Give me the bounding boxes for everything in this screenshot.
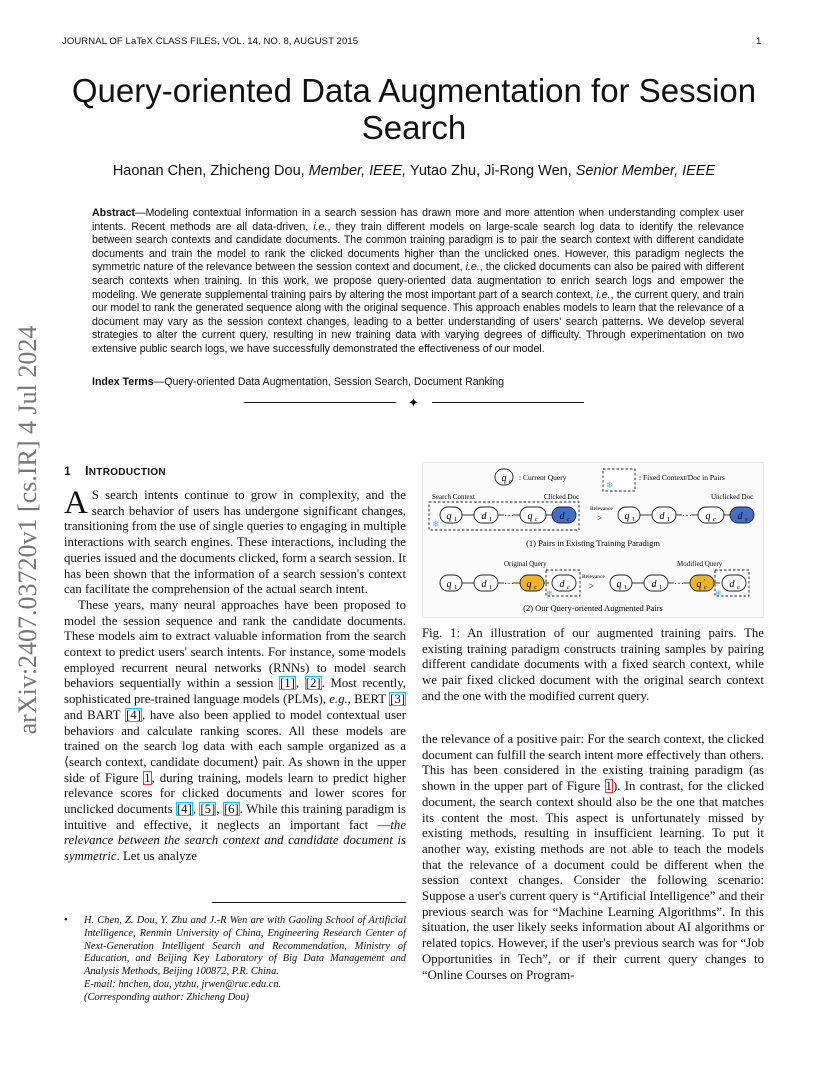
svg-text:1: 1 [632,516,636,523]
svg-text:d: d [481,511,487,522]
node-ds [730,507,754,523]
label-search-context: Search Context [432,493,475,501]
greater-than: > [597,513,603,523]
citation-link[interactable]: [3] [390,692,405,707]
svg-text:d: d [481,579,487,590]
citation-link[interactable]: [4] [176,802,192,817]
svg-text:s: s [745,516,748,523]
svg-text:c: c [737,584,740,591]
legend-current-query-label: : Current Query [519,473,567,482]
svg-text:1: 1 [489,516,493,523]
figure-link[interactable]: 1 [144,770,151,785]
svg-text:1: 1 [624,584,628,591]
footnote-bullet: • [64,915,68,926]
relevance-label: Relevance [582,574,605,580]
author-list: Haonan Chen, Zhicheng Dou, Member, IEEE, Yutao Zhu, Ji-Rong Wen, Senior Member, IEEE [112,163,716,179]
section-heading: 1 INTRODUCTION [64,464,166,478]
caption-row-1: (1) Pairs in Existing Training Paradigm [526,538,660,548]
node-qc [698,507,724,523]
svg-text:d: d [659,511,665,522]
figure-link[interactable]: 1 [605,779,612,794]
right-column-body [422,732,764,983]
node-d1 [474,507,498,523]
snowflake-icon: ❄ [432,519,440,529]
svg-text:q: q [705,511,711,522]
section-divider [244,396,584,410]
svg-text:q: q [526,579,532,590]
running-header: JOURNAL OF LaTeX CLASS FILES, VOL. 14, NO. 8, AUGUST 2015 [62,36,359,47]
node-d1 [652,507,676,523]
legend-fixed-label: : Fixed Context/Doc in Pairs [639,473,725,482]
svg-text:c: c [534,584,537,591]
svg-text:q: q [616,579,622,590]
svg-text:1: 1 [667,516,671,523]
node-dc [552,575,576,591]
paragraph: the relevance of a positive pair: For the search context, the clicked document can fulfill the search intent more effectively than others. This has been considered in the existing training paradigm (as shown in the upper part of Figure 1). In contrast, for the clicked document, the search context should also be the one that matches its content the most. This aspect is unfortunately missed by existing methods, resulting in insufficient learning. To put it another way, existing methods are not able to teach the models that the relevance of a document could be different when the session context changes. Consider the following scenario: Suppose a user's current query is “Artificial Intelligence” and their previous search was for “Machine Learning Algorithms”. In this situation, the user likely seeks information about AI algorithms or related topics. However, if the user's previous search was for “Job Opportunities in Tech”, or if their current query changes to “Online Courses on Program- [422,732,764,982]
node-q1 [610,575,632,591]
svg-text:c: c [567,584,570,591]
svg-text:c: c [704,584,707,591]
svg-text:c: c [713,516,716,523]
svg-text:1: 1 [454,584,458,591]
ellipsis: ··· [674,579,684,590]
label-modified-query: Modified Query [677,560,723,568]
caption-row-2: (2) Our Query-oriented Augmented Pairs [523,603,663,613]
citation-link[interactable]: [1] [280,676,295,691]
svg-text:q: q [446,511,452,522]
ellipsis: ··· [504,511,514,522]
node-qc [520,507,546,523]
snowflake-icon: ❄ [546,589,553,598]
svg-text:c: c [567,516,570,523]
node-q1 [618,507,640,523]
footnote: • H. Chen, Z. Dou, Y. Zhu and J.-R Wen are with Gaoling School of Artificial Intelligence, Renmin University of China, Engineering Research Center of Next-Generation Intelligent Search and Recommendation, Ministry of Education, and Beijing Key Laboratory of Big Data Management and Analysis Methods, Beijing 100872, P.R. China. E-mail: hnchen, dou, ytzhu, jrwen@ruc.edu.cn. (Corresponding author: Zhicheng Dou) [64,915,406,1003]
svg-text:q: q [696,579,702,590]
figure-caption: Fig. 1: An illustration of our augmented training pairs. The existing training paradigm constructs training samples by pairing different candidate documents with a fixed search context, while we pair fixed clicked document with the original search context and the one with the modified current query. [422,626,764,703]
node-q1 [440,575,462,591]
diamond-ornament-icon: ✦ [408,395,419,410]
index-terms: Index Terms—Query-oriented Data Augmentation, Session Search, Document Ranking [92,376,504,388]
node-q1 [440,507,462,523]
ellipsis: ··· [504,579,514,590]
citation-link[interactable]: [6] [223,802,239,817]
label-clicked-doc: Clicked Doc [544,493,580,501]
paragraph: These years, many neural approaches have been proposed to model the session sequence and rank the candidate documents. These models aim to extract valuable information from the search context to predict users' search intents. For instance, some models employed recurrent neural networks (RNNs) to model search behaviors sequentially within a session [1], [2]. Most recently, sophisticated pre-trained language models (PLMs), e.g., BERT [3] and BART [4], have also been applied to model contextual user behaviors and calculate ranking scores. All these models are trained on the search log data with each sample organized as a ⟨search context, candidate document⟩ pair. As shown in the upper side of Figure 1, during training, models learn to predict higher relevance scores for clicked documents and lower scores for unclicked documents [4], [5], [6]. While this training paradigm is intuitive and effective, it neglects an important fact —the relevance between the search context and candidate document is symmetric. Let us analyze [64,597,406,864]
ellipsis: ··· [682,511,692,522]
figure-1-diagram [422,462,764,618]
arxiv-stamp: arXiv:2407.03720v1 [cs.IR] 4 Jul 2024 [13,325,42,735]
node-d1 [644,575,668,591]
label-unclicked-doc: Unclicked Doc [711,493,754,501]
svg-text:d: d [559,511,565,522]
svg-text:d: d [651,579,657,590]
legend-qc-subscript: c [509,478,512,485]
abstract: Abstract—Modeling contextual information in a search session has drawn more and more attention when understanding complex user intents. Recent methods are all data-driven, i.e., they train different models on large-scale search log data to identify the relevance between search contexts and candidate documents. The common training paradigm is to pair the search context with different candidate documents and train the model to rank the clicked documents higher than the unclicked ones. However, this paradigm neglects the symmetric nature of the relevance between the session context and document, i.e., the clicked documents can also be paired with different search contexts when training. In this work, we propose query-oriented data augmentation to enrich search logs and empower the modeling. We generate supplemental training pairs by altering the most important part of a search context, i.e., the current query, and train our model to rank the generated sequence along with the original sequence. This approach enables models to learn that the relevance of a document may vary as the session context changes, leading to a better understanding of users' search patterns. We develop several strategies to alter the current query, resulting in new training data with varying degrees of difficulty. Through experimentation on two extensive public search logs, we have successfully demonstrated the effectiveness of our model. [92,207,744,355]
svg-text:1: 1 [454,516,458,523]
drop-cap: A [64,485,88,521]
snowflake-icon: ❄ [715,589,722,598]
relevance-label: Relevance [590,506,613,512]
label-original-query: Original Query [504,560,547,568]
paper-title: Query-oriented Data Augmentation for Session Search [71,72,757,146]
greater-than: > [589,581,595,591]
paragraph: A S search intents continue to grow in complexity, and the search behavior of users has undergone significant changes, transitioning from the use of single queries to engaging in multiple interactions with search engines. These interactions, including the queries issued and the documents clicked, form a search session. It has been shown that the information of a search session's context can facilitate the comprehension of the actual search intent. [64,485,406,597]
citation-link[interactable]: [4] [126,707,141,722]
svg-text:1: 1 [489,584,493,591]
left-column-body [64,485,406,865]
svg-text:c: c [535,516,538,523]
footnote-rule [212,902,406,903]
svg-text:d: d [737,511,743,522]
svg-text:1: 1 [659,584,663,591]
svg-text:q: q [446,579,452,590]
svg-text:d: d [729,579,735,590]
svg-text:q: q [624,511,630,522]
node-dc [552,507,576,523]
node-qc-modified [690,575,714,591]
citation-link[interactable]: [5] [200,802,216,817]
node-qc-original [520,575,544,591]
page-number: 1 [756,36,762,47]
svg-text:d: d [559,579,565,590]
svg-text:′: ′ [704,578,706,586]
snowflake-icon: ❄ [606,480,614,490]
citation-link[interactable]: [2] [305,676,321,691]
svg-text:q: q [527,511,533,522]
legend-qc-symbol: q [501,473,507,484]
node-d1 [474,575,498,591]
node-dc [722,575,746,591]
